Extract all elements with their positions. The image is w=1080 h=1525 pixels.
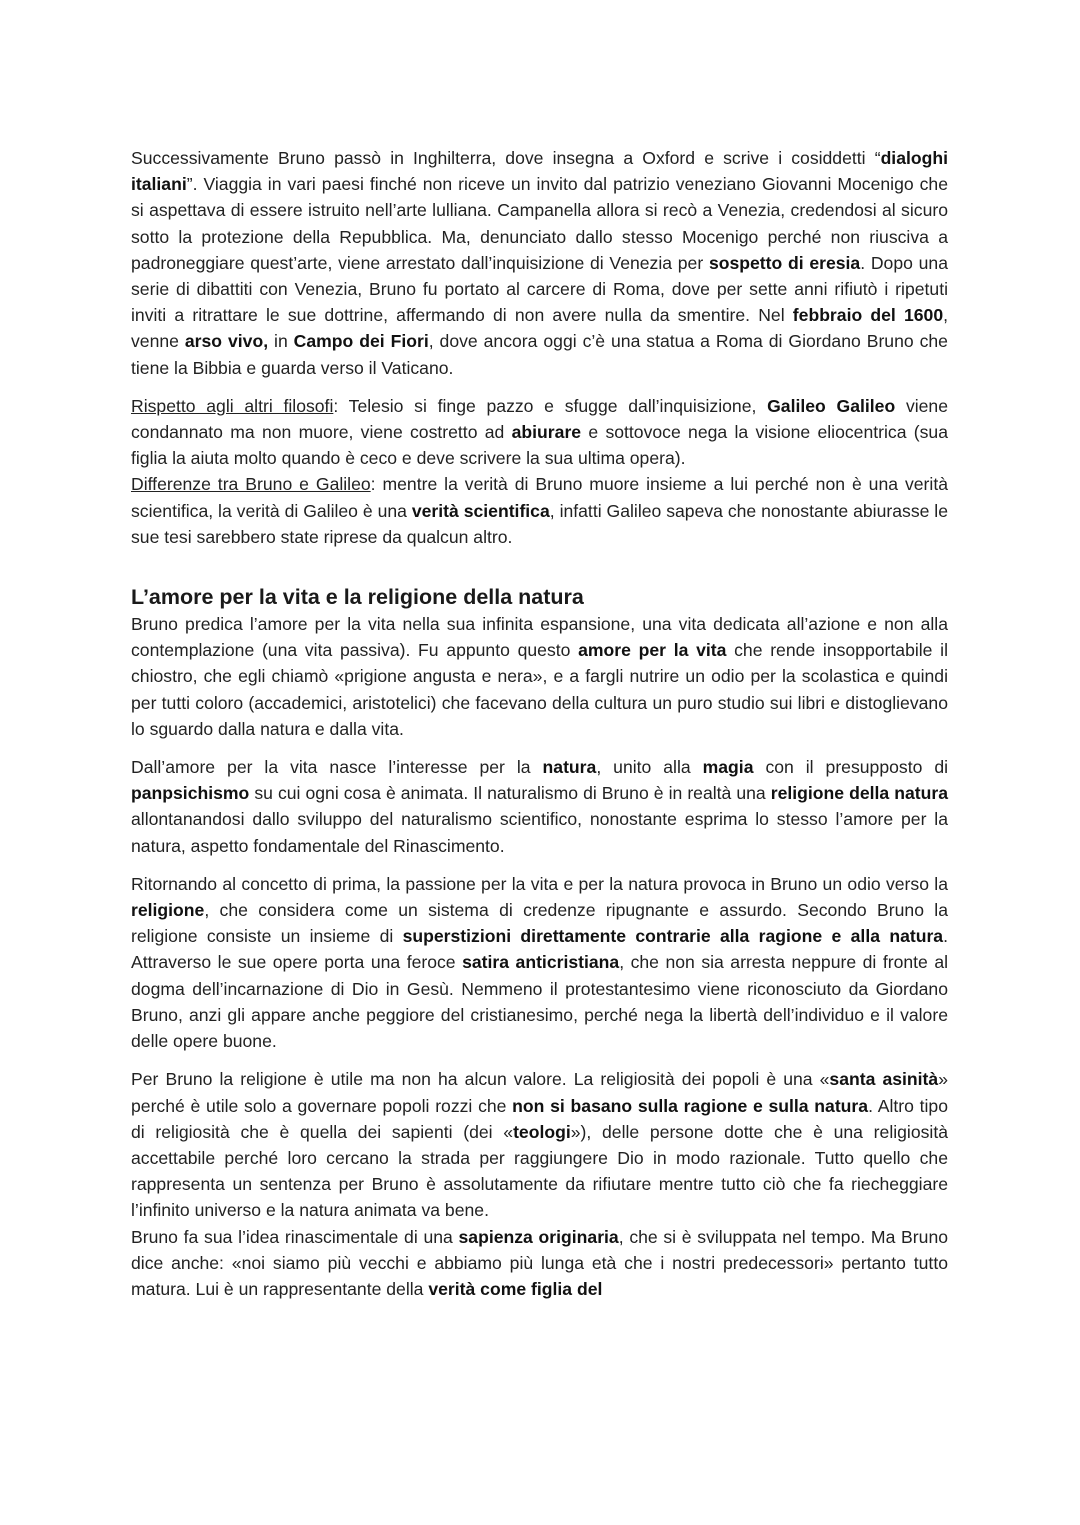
text-run: , infatti Galileo sapeva che nonostante abiurasse le sue tesi sarebbero state riprese da qualcun altro. [131,500,949,547]
bold-term: amore per la vita [578,640,727,661]
text-run: e sottovoce nega la visione eliocentrica (sua figlia la aiuta molto quando è ceco e deve scrivere la sua ultima opera). [131,422,948,469]
bold-term: Campo dei Fiori [293,331,429,352]
underlined-label: Differenze tra Bruno e Galileo [131,474,371,495]
text-run: »), delle persone dotte che è una religiosità accettabile perché loro cercano la strada per raggiungere Dio in modo razionale. Tutto quello che rappresenta un sentenza per Bruno è assolutamente da rifiutare mentre tutto ciò che fa riecheggiare l’infinito universo e la natura animata va bene. [131,1121,948,1221]
bold-term: religione della natura [770,783,948,804]
text-run: , che considera come un sistema di credenze ripugnante e assurdo. Secondo Bruno la religione consiste un insieme di [131,900,948,947]
text-run: , che non sia arresta neppure di fronte al dogma dell’incarnazione di Dio in Gesù. Nemmeno il protestantesimo viene riconosciuto da Giordano Bruno, anzi gli appare anche peggiore del cristianesimo, perché nega la libertà dell’individuo e il valore delle opere buone. [131,952,949,1052]
text-run: Ritornando al concetto di prima, la passione per la vita e per la natura provoca in Bruno un odio verso la [131,873,948,894]
paragraph-rispetto-altri-filosofi [131,393,948,472]
bold-term: febbraio del 1600 [792,305,944,326]
text-run: su cui ogni cosa è animata. Il naturalismo di Bruno è in realtà una [249,783,771,804]
bold-term: magia [702,757,754,778]
bold-term: religione [131,900,205,921]
paragraph-religione-utile [131,1066,948,1223]
paragraph-amore-vita [131,611,948,742]
bold-term: superstizioni direttamente contrarie alla ragione e alla natura [402,926,944,947]
bold-term: santa asinità [829,1069,939,1090]
text-run: , che si è sviluppata nel tempo. Ma Bruno dice anche: «noi siamo più vecchi e abbiamo più lunga età che i nostri predecessori» pertanto tutto matura. Lui è un rappresentante della [131,1226,949,1299]
section-heading [131,583,948,611]
paragraph-bruno-inghilterra [131,145,948,381]
underlined-label: Rispetto agli altri filosofi [131,395,334,416]
bold-term: non si basano sulla ragione e sulla natura [512,1095,869,1116]
bold-term: natura [542,757,597,778]
bold-term: panpsichismo [131,783,250,804]
document-page [131,145,948,1302]
text-run: , unito alla [596,757,703,778]
bold-term: teologi [513,1121,571,1142]
bold-term: dialoghi italiani [131,148,948,195]
bold-term: verità come figlia del [428,1278,603,1299]
paragraph-sapienza-originaria [131,1224,948,1303]
paragraph-differenze-bruno-galileo [131,471,948,550]
text-run: viene condannato ma non muore, viene costretto ad [131,395,948,443]
text-run: allontanandosi dallo sviluppo del naturalismo scientifico, nonostante esprima lo stesso l’amore per la natura, aspetto fondamentale del Rinascimento. [131,809,948,856]
text-run: . Dopo una serie di dibattiti con Venezia, Bruno fu portato al carcere di Roma, dove per sette anni rifiutò i ripetuti inviti a ritrattare le sue dottrine, affermando di non avere nulla da smentire. Nel [131,252,948,326]
text-run: in [268,331,294,352]
text-run: . Attraverso le sue opere porta una feroce [131,926,948,973]
paragraph-interesse-natura [131,754,948,859]
bold-term: abiurare [511,422,582,443]
bold-term: satira anticristiana [462,952,620,973]
text-run: Bruno predica l’amore per la vita nella sua infinita espansione, una vita dedicata all’azione e non alla contemplazione (una vita passiva). Fu appunto questo [131,614,948,661]
text-run: ”. Viaggia in vari paesi finché non riceve un invito dal patrizio veneziano Giovanni Mocenigo che si aspettava di essere istruito nell’arte lulliana. Campanella allora si recò a Venezia, credendosi al sicuro sotto la protezione della Repubblica. Ma, denunciato dallo stesso Mocenigo perché non riusciva a padroneggiare quest’arte, viene arrestato dall’inquisizione di Venezia per [131,174,948,273]
text-run: che rende insopportabile il chiostro, che egli chiamò «prigione angusta e nera», e a fargli nutrire un odio per la scolastica e quindi per tutti coloro (accademici, aristotelici) che facevano della cultura un puro studio sui libri e distoglievano lo sguardo dalla natura e dalla vita. [131,640,948,739]
text-run: con il presupposto di [753,757,949,778]
text-run: : mentre la verità di Bruno muore insieme a lui perché non è una verità scientifica, la verità di Galileo è una [131,474,948,521]
text-run: » perché è utile solo a governare popoli rozzi che [131,1069,948,1116]
text-run: L’amore per la vita e la religione della natura [131,585,584,610]
bold-term: sapienza originaria [458,1226,619,1247]
text-run: Bruno fa sua l’idea rinascimentale di una [131,1226,459,1247]
text-run: . Altro tipo di religiosità che è quella dei sapienti (dei « [131,1095,948,1142]
text-run: , dove ancora oggi c’è una statua a Roma di Giordano Bruno che tiene la Bibbia e guarda verso il Vaticano. [131,331,948,378]
bold-term: arso vivo, [184,331,269,352]
bold-term: Galileo Galileo [767,395,896,416]
text-run: Dall’amore per la vita nasce l’interesse per la [131,757,543,778]
bold-term: sospetto di eresia [708,252,861,273]
text-run: , venne [131,305,948,352]
paragraph-odio-religione [131,871,948,1054]
text-run: Per Bruno la religione è utile ma non ha alcun valore. La religiosità dei popoli è una « [131,1069,830,1090]
text-run: : Telesio si finge pazzo e sfugge dall’inquisizione, [333,395,768,416]
bold-term: verità scientifica [411,500,550,521]
text-run: Successivamente Bruno passò in Inghilterra, dove insegna a Oxford e scrive i cosiddetti “ [131,148,881,168]
